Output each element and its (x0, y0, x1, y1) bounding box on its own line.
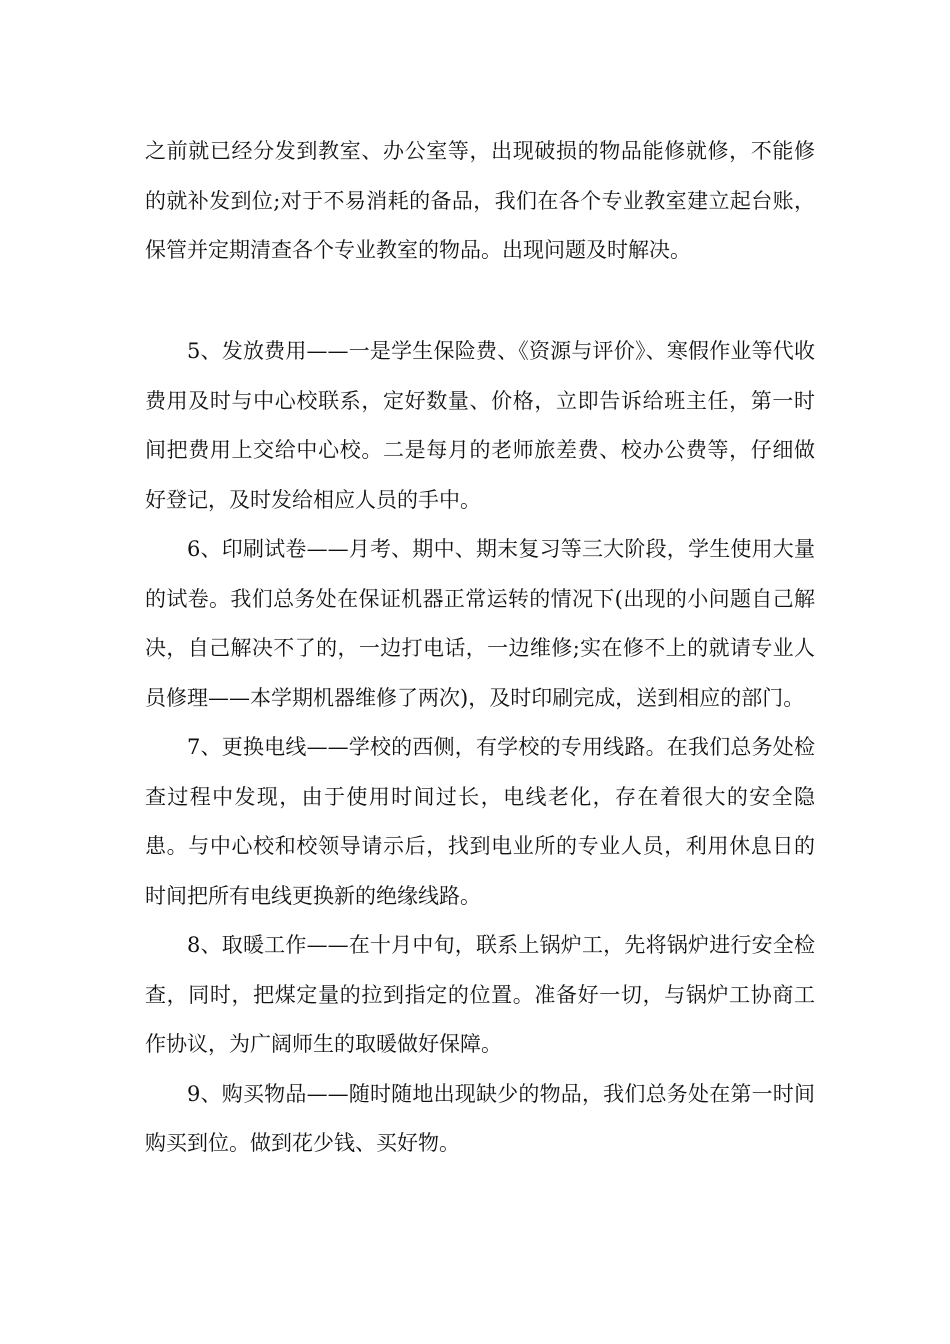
body-text-main (145, 327, 815, 1169)
paragraph-5-fee-distribution: 5、发放费用——一是学生保险费、《资源与评价》、寒假作业等代收费用及时与中心校联系，定好数量、价格，立即告诉给班主任，第一时间把费用上交给中心校。二是每月的老师旅差费、校办公费等，仔细做好登记，及时发给相应人员的手中。 (145, 339, 815, 512)
paragraph-8-heating-work: 8、取暖工作——在十月中旬，联系上锅炉工，先将锅炉进行安全检查，同时，把煤定量的拉到指定的位置。准备好一切，与锅炉工协商工作协议，为广阔师生的取暖做好保障。 (145, 933, 815, 1056)
paragraph-7-replacing-wires: 7、更换电线——学校的西侧，有学校的专用线路。在我们总务处检查过程中发现，由于使用时间过长，电线老化，存在着很大的安全隐患。与中心校和校领导请示后，找到电业所的专业人员，利用休息日的时间把所有电线更换新的绝缘线路。 (145, 735, 815, 908)
paragraph-9-purchasing: 9、购买物品——随时随地出现缺少的物品，我们总务处在第一时间购买到位。做到花少钱、买好物。 (145, 1081, 815, 1155)
paragraph-continued: 之前就已经分发到教室、办公室等，出现破损的物品能修就修，不能修的就补发到位;对于不易消耗的备品，我们在各个专业教室建立起台账，保管并定期清查各个专业教室的物品。出现问题及时解决。 (145, 139, 815, 262)
paragraph-6-printing-exams: 6、印刷试卷——月考、期中、期末复习等三大阶段，学生使用大量的试卷。我们总务处在保证机器正常运转的情况下(出现的小问题自己解决，自己解决不了的，一边打电话，一边维修;实在修不上的就请专业人员修理——本学期机器维修了两次)，及时印刷完成，送到相应的部门。 (145, 537, 815, 710)
body-text-top (145, 127, 815, 276)
